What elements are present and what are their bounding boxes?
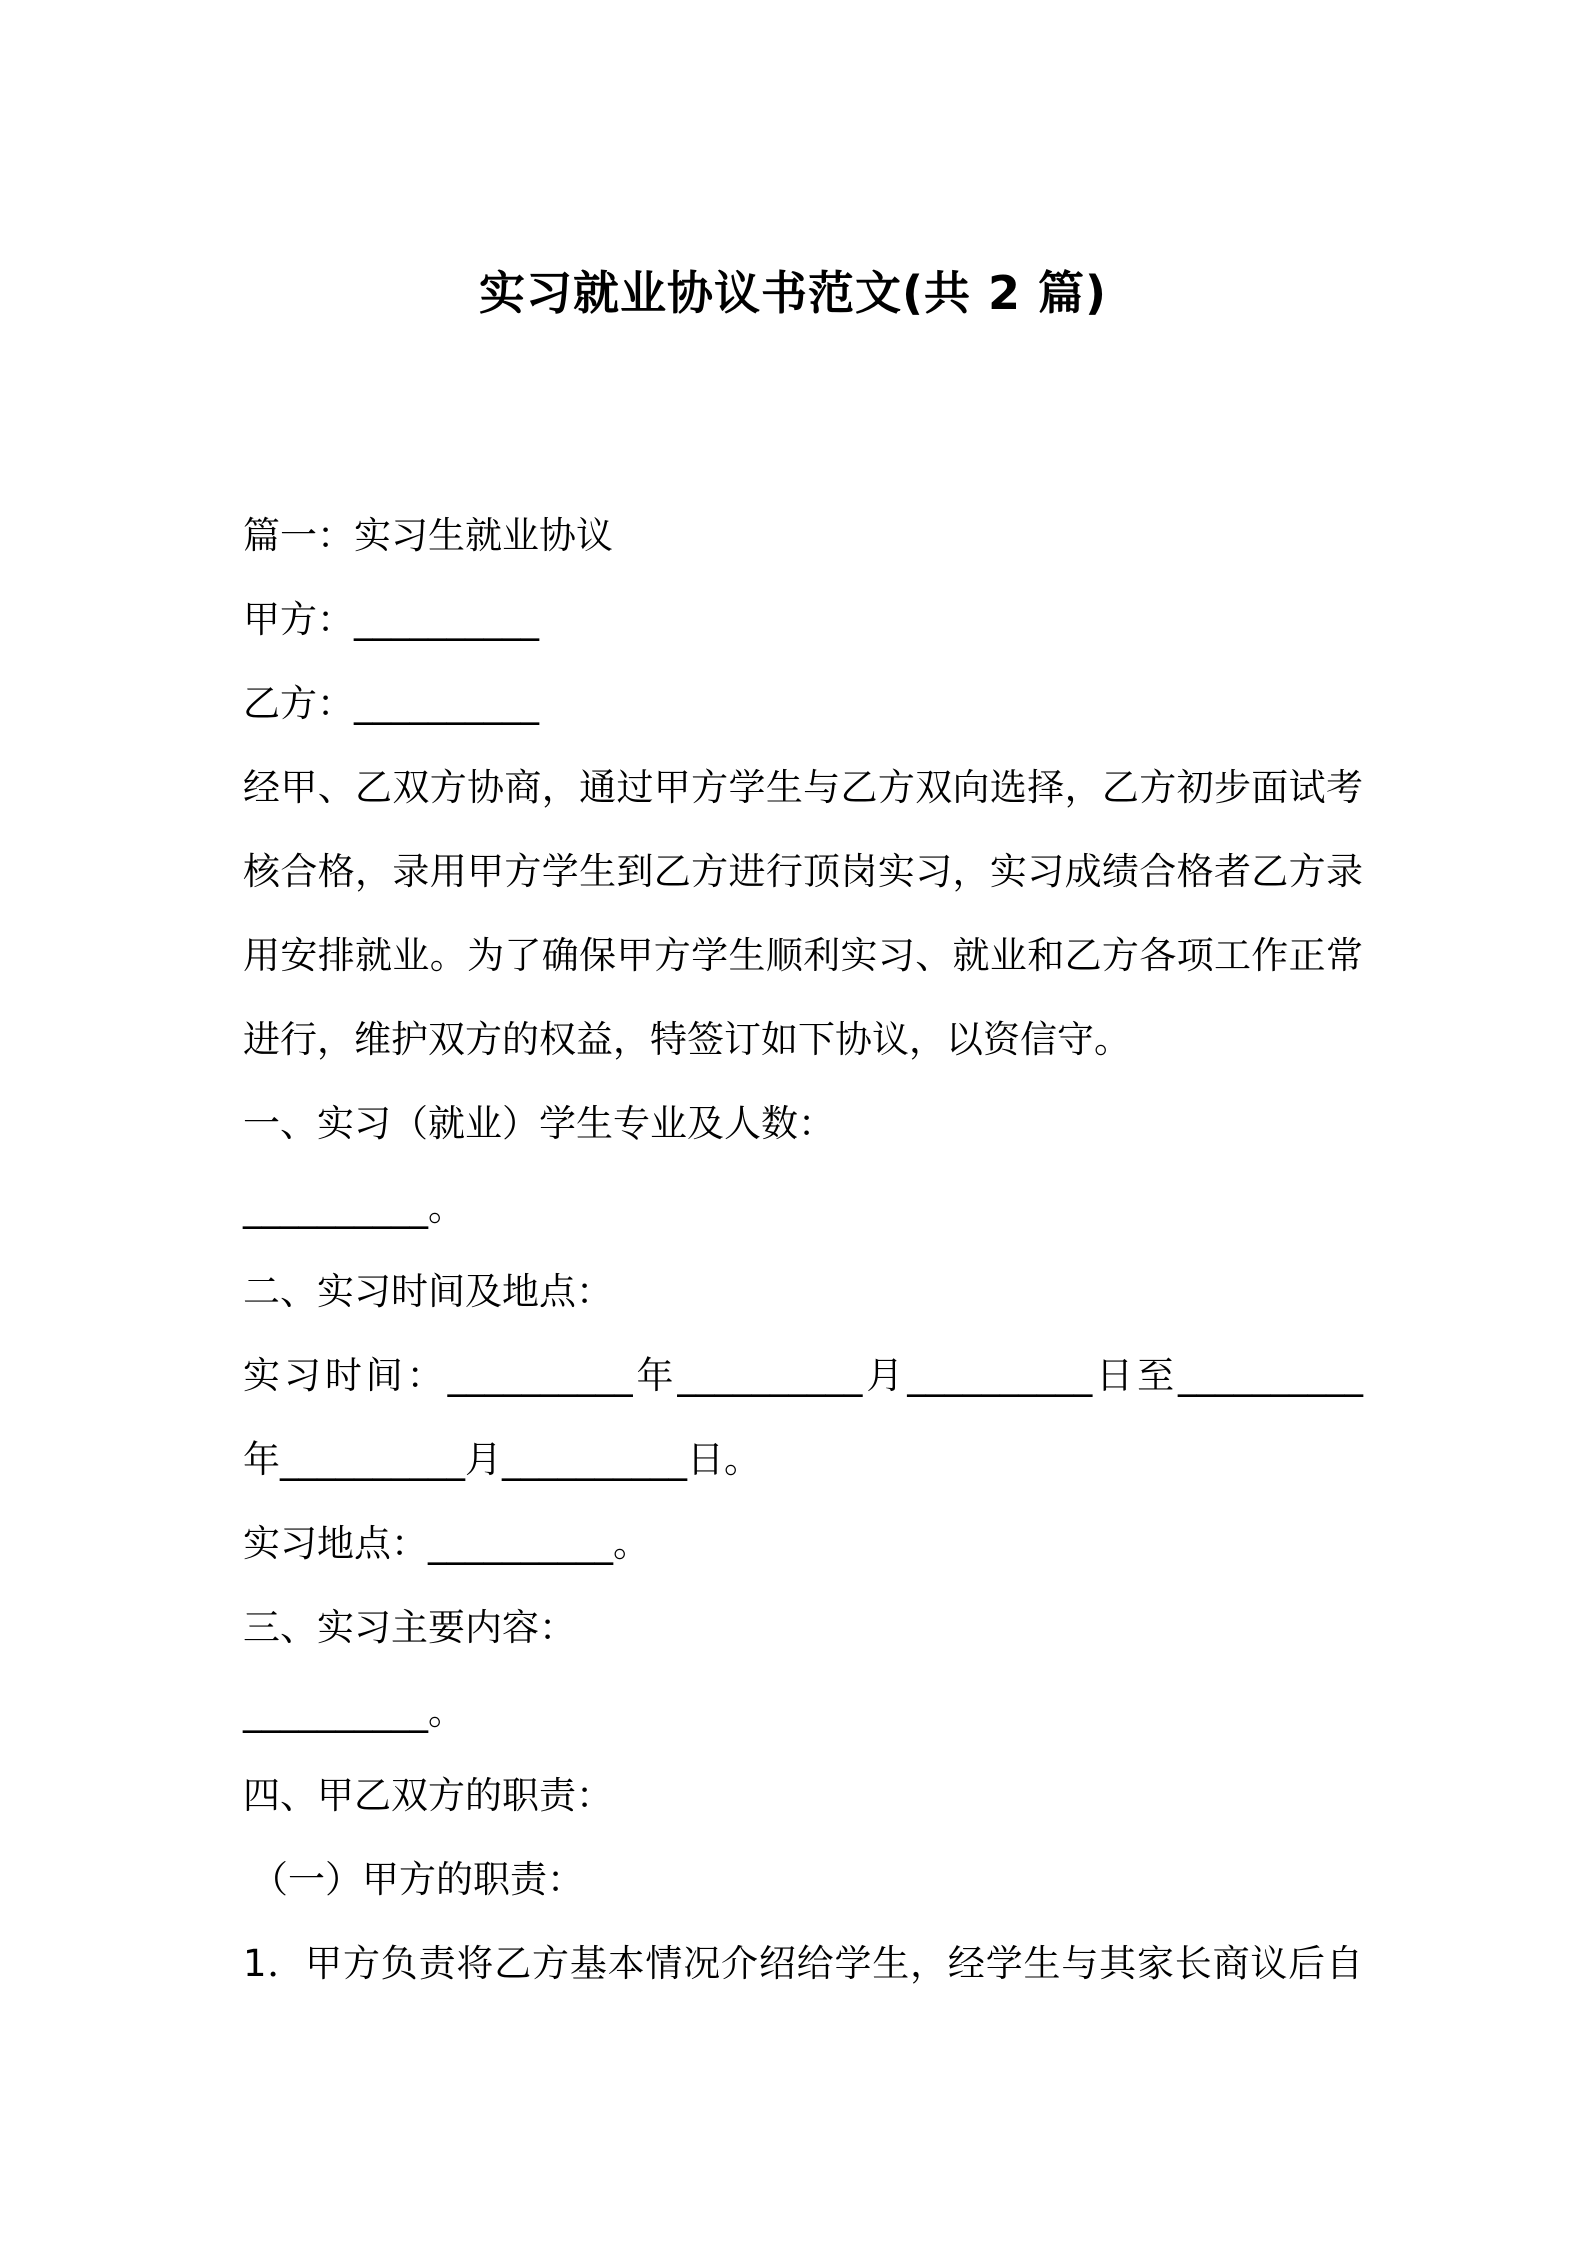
blank-fill-line: __________。 <box>243 1186 465 1229</box>
clause-heading-4: 四、甲乙双方的职责： <box>243 1774 613 1817</box>
internship-time-line: 实习时间：__________年__________月__________日至__________ <box>243 1354 1363 1397</box>
party-a-line: 甲方：__________ <box>243 598 539 641</box>
clause-heading-2: 二、实习时间及地点： <box>243 1270 613 1313</box>
paragraph-line: 经甲、乙双方协商，通过甲方学生与乙方双向选择，乙方初步面试考 <box>243 766 1363 809</box>
blank-fill-line: __________。 <box>243 1690 465 1733</box>
paragraph-line: 进行，维护双方的权益，特签订如下协议，以资信守。 <box>243 1018 1131 1061</box>
paragraph-line: 核合格，录用甲方学生到乙方进行顶岗实习，实习成绩合格者乙方录 <box>243 850 1363 893</box>
clause-heading-1: 一、实习（就业）学生专业及人数： <box>243 1102 835 1145</box>
sub-clause-heading: （一）甲方的职责： <box>251 1858 584 1901</box>
document-title: 实习就业协议书范文(共 2 篇) <box>478 266 1108 320</box>
internship-time-line-cont: 年__________月__________日。 <box>243 1438 761 1481</box>
party-b-line: 乙方：__________ <box>243 682 539 725</box>
numbered-item-line: 1．甲方负责将乙方基本情况介绍给学生，经学生与其家长商议后自 <box>243 1942 1363 1985</box>
internship-location-line: 实习地点：__________。 <box>243 1522 650 1565</box>
section-heading-part-one: 篇一：实习生就业协议 <box>243 514 613 557</box>
document-body <box>243 494 1363 2006</box>
clause-heading-3: 三、实习主要内容： <box>243 1606 576 1649</box>
paragraph-line: 用安排就业。为了确保甲方学生顺利实习、就业和乙方各项工作正常 <box>243 934 1363 977</box>
